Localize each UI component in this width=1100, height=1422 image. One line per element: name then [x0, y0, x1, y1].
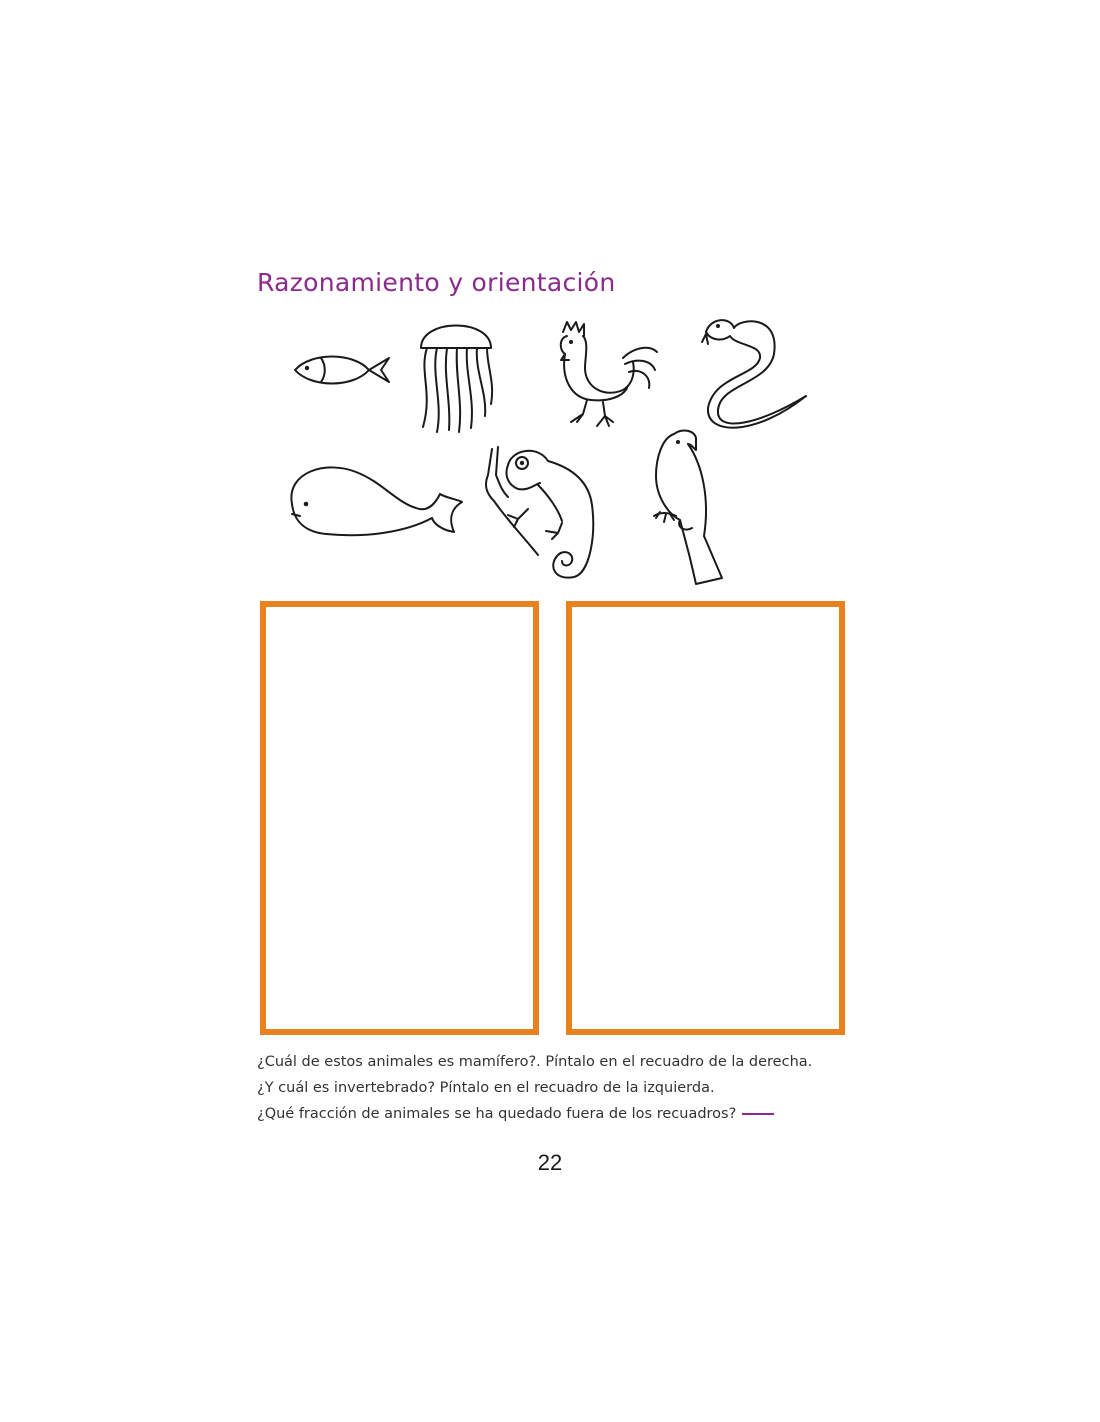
page-title: Razonamiento y orientación	[257, 268, 616, 297]
question-mammal: ¿Cuál de estos animales es mamífero?. Píntalo en el recuadro de la derecha.	[257, 1054, 813, 1070]
questions	[257, 1049, 857, 1127]
page-number: 22	[537, 1150, 563, 1175]
question-fraction	[257, 1101, 857, 1127]
snake-icon	[700, 314, 810, 436]
whale-icon	[286, 462, 464, 538]
question-fraction-text: ¿Qué fracción de animales se ha quedado fuera de los recuadros?	[257, 1106, 737, 1122]
left-box-invertebrate[interactable]	[260, 601, 539, 1035]
parrot-icon	[646, 428, 728, 588]
question-invertebrate: ¿Y cuál es invertebrado? Píntalo en el recuadro de la izquierda.	[257, 1080, 715, 1096]
jellyfish-icon	[415, 312, 497, 434]
fish-icon	[293, 350, 393, 390]
rooster-icon	[553, 318, 663, 430]
chameleon-icon	[478, 445, 606, 581]
right-box-mammal[interactable]	[566, 601, 845, 1035]
answer-blank[interactable]	[742, 1113, 774, 1115]
